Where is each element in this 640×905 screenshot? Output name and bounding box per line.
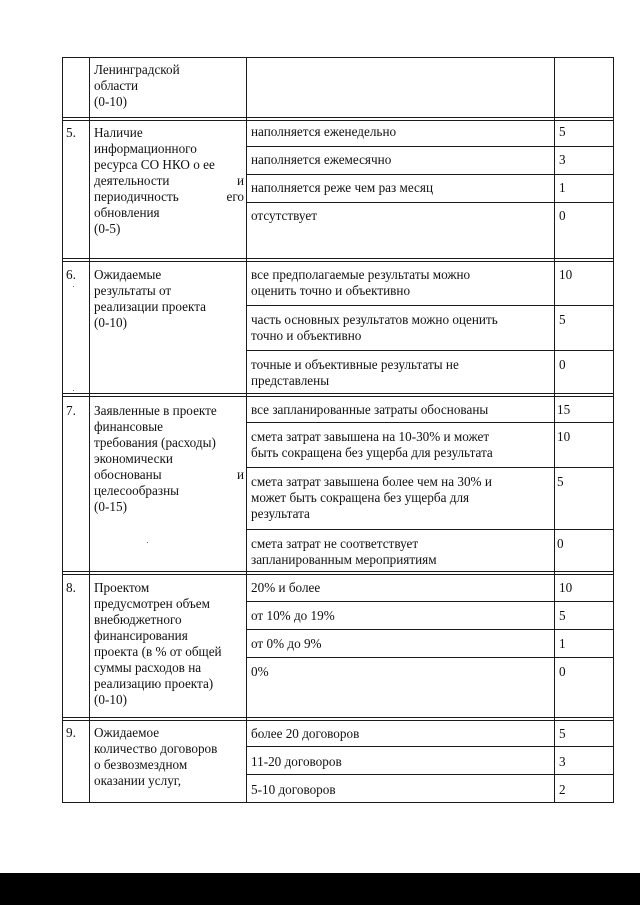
option-text: смета затрат не соответствует (251, 536, 419, 551)
table-border (246, 422, 614, 423)
criterion-text: количество договоров (94, 741, 218, 756)
table-border (62, 571, 614, 572)
table-border (246, 746, 614, 747)
criterion-text (94, 189, 244, 205)
table-border (62, 396, 614, 397)
table-border (62, 802, 614, 803)
option-score: 1 (559, 636, 566, 651)
table-border (246, 57, 247, 803)
option-text: представлены (251, 373, 330, 388)
option-score: 5 (559, 608, 566, 623)
criterion-text: Ожидаемые (94, 267, 162, 282)
table-border (246, 467, 614, 468)
table-border (62, 120, 614, 121)
table-border (246, 146, 614, 147)
criterion-text: предусмотрен объем (94, 596, 210, 611)
table-border (246, 202, 614, 203)
criterion-text (94, 173, 244, 189)
option-text: часть основных результатов можно оценить (251, 312, 498, 327)
criterion-text: Заявленные в проекте (94, 403, 217, 418)
option-score: 5 (559, 312, 566, 327)
criterion-text: результаты от (94, 283, 172, 298)
option-score: 3 (559, 754, 566, 769)
table-border (246, 305, 614, 306)
option-score: 5 (559, 726, 566, 741)
option-text: оценить точно и объективно (251, 283, 411, 298)
option-text: более 20 договоров (251, 726, 360, 741)
criterion-text: экономически (94, 451, 173, 466)
option-text: смета затрат завышена на 10-30% и может (251, 429, 490, 444)
option-text: все запланированные затраты обоснованы (251, 402, 489, 417)
word: обоснованы (94, 467, 162, 482)
criterion-text (94, 467, 244, 483)
scan-bottom-edge (0, 873, 640, 905)
option-text: точные и объективные результаты не (251, 357, 459, 372)
table-border (246, 529, 614, 530)
criterion-text: обновления (94, 205, 160, 220)
table-border (62, 117, 614, 118)
word: периодичность (94, 189, 179, 204)
row-number: 9. (66, 725, 76, 740)
criterion-text: Ожидаемое (94, 725, 160, 740)
criterion-text: области (94, 78, 139, 93)
criterion-text: информационного (94, 141, 197, 156)
scan-speck (73, 286, 74, 287)
criterion-text: реализации проекта (94, 299, 207, 314)
table-border (246, 657, 614, 658)
criterion-text: финансовые (94, 419, 163, 434)
option-text: от 10% до 19% (251, 608, 335, 623)
option-text: наполняется реже чем раз месяц (251, 180, 434, 195)
criterion-text: целесообразны (94, 483, 179, 498)
option-score: 10 (559, 580, 573, 595)
table-border (62, 717, 614, 718)
option-score: 0 (559, 357, 566, 372)
option-score: 5 (559, 124, 566, 139)
table-border (246, 629, 614, 630)
scan-speck (147, 542, 148, 543)
option-score: 15 (557, 402, 571, 417)
criterion-text: внебюджетного (94, 612, 182, 627)
option-text: 20% и более (251, 580, 321, 595)
option-text: 11-20 договоров (251, 754, 342, 769)
word: и (236, 467, 244, 482)
criterion-text: Наличие (94, 125, 143, 140)
option-text: наполняется еженедельно (251, 124, 397, 139)
table-border (62, 57, 614, 58)
word: его (226, 189, 244, 204)
criterion-text: (0-15) (94, 499, 127, 514)
criterion-text: Ленинградской (94, 62, 180, 77)
table-border (554, 57, 555, 803)
criterion-text: (0-10) (94, 692, 127, 707)
criterion-text: финансирования (94, 628, 188, 643)
option-text: от 0% до 9% (251, 636, 322, 651)
criterion-text: (0-10) (94, 315, 127, 330)
option-text: смета затрат завышена более чем на 30% и (251, 474, 492, 489)
criterion-text: суммы расходов на (94, 660, 202, 675)
table-border (62, 57, 63, 803)
table-border (246, 601, 614, 602)
option-text: 5-10 договоров (251, 782, 336, 797)
criterion-text: реализацию проекта) (94, 676, 214, 691)
table-border (62, 258, 614, 259)
criterion-text: (0-5) (94, 221, 121, 236)
row-number: 8. (66, 580, 76, 595)
table-border (613, 57, 614, 803)
option-text: отсутствует (251, 208, 317, 223)
option-score: 3 (559, 152, 566, 167)
table-border (62, 393, 614, 394)
row-number: 5. (66, 125, 76, 140)
word: и (236, 173, 244, 188)
option-score: 0 (557, 536, 564, 551)
option-text: точно и объективно (251, 328, 362, 343)
option-score: 0 (559, 664, 566, 679)
table-border (62, 261, 614, 262)
option-text: наполняется ежемесячно (251, 152, 392, 167)
table-border (246, 774, 614, 775)
table-border (89, 57, 90, 803)
option-text: все предполагаемые результаты можно (251, 267, 471, 282)
option-score: 5 (557, 474, 564, 489)
option-text: результата (251, 506, 310, 521)
option-score: 0 (559, 208, 566, 223)
option-text: быть сокращена без ущерба для результата (251, 445, 493, 460)
criterion-text: требования (расходы) (94, 435, 216, 450)
option-text: может быть сокращена без ущерба для (251, 490, 470, 505)
word: деятельности (94, 173, 170, 188)
row-number: 6. (66, 267, 76, 282)
option-score: 10 (559, 267, 573, 282)
table-border (62, 574, 614, 575)
option-text: запланированным мероприятиям (251, 552, 437, 567)
table-border (62, 720, 614, 721)
option-text: 0% (251, 664, 269, 679)
criterion-text: Проектом (94, 580, 150, 595)
criterion-text: оказании услуг, (94, 773, 182, 788)
criterion-text: проекта (в % от общей (94, 644, 222, 659)
option-score: 2 (559, 782, 566, 797)
option-score: 1 (559, 180, 566, 195)
scan-speck (73, 390, 74, 391)
criterion-text: (0-10) (94, 94, 127, 109)
criterion-text: о безвозмездном (94, 757, 188, 772)
table-border (246, 350, 614, 351)
option-score: 10 (557, 429, 571, 444)
row-number: 7. (66, 403, 76, 418)
criterion-text: ресурса СО НКО о ее (94, 157, 215, 172)
table-border (246, 174, 614, 175)
